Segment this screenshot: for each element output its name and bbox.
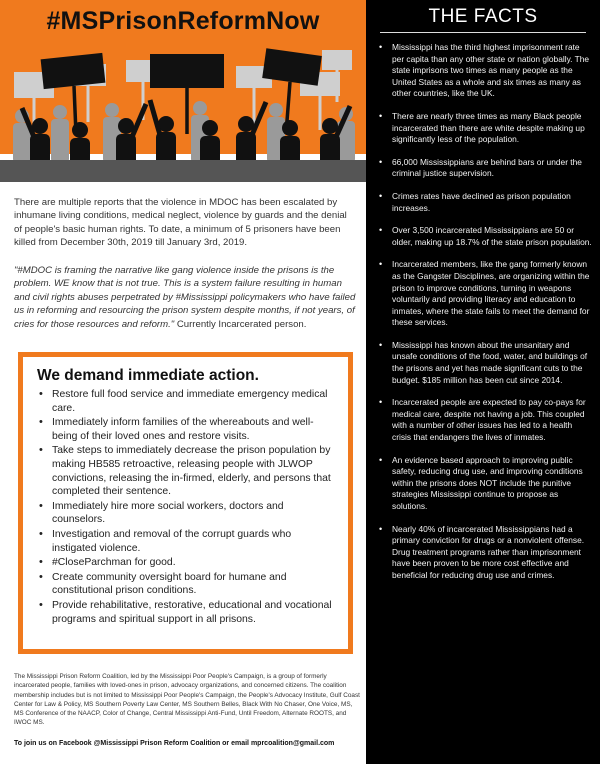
demand-item: • Investigation and removal of the corrupt guards who instigated violence. bbox=[37, 528, 338, 555]
join-us-contact: To join us on Facebook @Mississippi Prison Reform Coalition or email mprcoalition@gmail.com bbox=[14, 740, 335, 747]
demand-item: • Immediately hire more social workers, doctors and counselors. bbox=[37, 500, 338, 527]
demand-item: • Immediately inform families of the whereabouts and well-being of their loved ones and restore visits. bbox=[37, 416, 338, 443]
fact-item: • Over 3,500 incarcerated Mississippians are 50 or older, making up 18.7% of the state prison population. bbox=[378, 225, 592, 248]
quote-text: "#MDOC is framing the narrative like gang violence inside the prisons is the problem. WE know that is not true. This is a system failure resulting in human and civil rights abuses perpetrated by #Mississippi policymakers who have failed us in reforming and resourcing the prison system despite months, if not years, of cries for those resources and reform." bbox=[14, 265, 356, 330]
demands-box bbox=[18, 352, 353, 654]
fact-item: • 66,000 Mississippians are behind bars or under the criminal justice supervision. bbox=[378, 157, 592, 180]
protest-crowd-icon bbox=[0, 42, 366, 190]
facts-divider bbox=[380, 32, 586, 33]
fact-item: • Mississippi has the third highest imprisonment rate per capita than any other state or nation globally. The state imprisons two times as many people as the United States as a whole and six times as many as other countries, like the UK. bbox=[378, 42, 592, 100]
facts-column bbox=[366, 0, 600, 764]
facts-list bbox=[378, 42, 592, 593]
quote-attribution: Currently Incarcerated person. bbox=[174, 318, 307, 330]
fact-item: • Incarcerated people are expected to pay co-pays for medical care, despite not having a job. This coupled with a number of other issues has led to a health crisis that endangers the lives of inmates. bbox=[378, 397, 592, 443]
fact-item: • Nearly 40% of incarcerated Mississippians had a primary conviction for drugs or a nonviolent offense. Drug treatment programs rather than imprisonment have been proven to be more cost effective and beneficial for reducing drug use and crimes. bbox=[378, 524, 592, 582]
demand-item: • Take steps to immediately decrease the prison population by making HB585 retroactive, releasing people with JLWOP convictions, releasing the in-firmed, elderly, and persons that completed their sentence. bbox=[37, 444, 338, 498]
fact-item: • Crimes rates have declined as prison population increases. bbox=[378, 191, 592, 214]
fact-item: • Incarcerated members, like the gang formerly known as the Gangster Disciplines, are organizing within the prison to improve conditions, turning in weapons voluntarily and providing literacy and education to inmates, where the state fails to meet the demand for these services. bbox=[378, 259, 592, 329]
fact-item: • There are nearly three times as many Black people incarcerated than there are white despite making up significantly less of the population. bbox=[378, 111, 592, 146]
demands-title: We demand immediate action. bbox=[37, 367, 259, 384]
demands-list bbox=[37, 388, 338, 626]
intro-paragraph: There are multiple reports that the violence in MDOC has been escalated by inhumane living conditions, medical neglect, violence by guards and the denial of people's basic human rights. To date, a minimum of 5 prisoners have been killed from December 30th, 2019 till January 3rd, 2019. bbox=[14, 197, 347, 249]
protest-crowd-illustration bbox=[0, 42, 366, 190]
demand-item: • Restore full food service and immediate emergency medical care. bbox=[37, 388, 338, 415]
hashtag-banner: #MSPrisonReformNow bbox=[0, 0, 366, 42]
demand-item: • Provide rehabilitative, restorative, educational and vocational programs and spiritual support in all prisons. bbox=[37, 599, 338, 626]
demand-item: • Create community oversight board for humane and constitutional prison conditions. bbox=[37, 571, 338, 598]
facts-title: THE FACTS bbox=[428, 6, 538, 27]
fact-item: • An evidence based approach to improving public safety, reducing drug use, and improving conditions within the prisons does NOT include the punitive strategies Mississippi continue to propose as solutions. bbox=[378, 455, 592, 513]
demand-item: • #CloseParchman for good. bbox=[37, 556, 338, 570]
incarcerated-person-quote bbox=[14, 264, 356, 331]
coalition-description: The Mississippi Prison Reform Coalition, led by the Mississippi Poor People's Campaign, is a group of formerly incarcerated people, families with loved-ones in prison, advocacy organizations, and concerned citizens. The coalition membership includes but is not limited to Mississippi Poor People's Campaign, the People's Advocacy Institute, Gulf Coast Center for Law & Policy, MS Southern Poverty Law Center, MS Southern Belles, Black With No Chaser, One Voice, MS, MS Conference of the NAACP, Color of Change, Central Mississippi Anti-Fund, Until Freedom, Alternate ROOTS, and IWOC MS. bbox=[14, 673, 360, 727]
fact-item: • Mississippi has known about the unsanitary and unsafe conditions of the food, water, and buildings of the prisons and yet has made significant cuts to the budget. $185 million has been cut since 2014. bbox=[378, 340, 592, 386]
